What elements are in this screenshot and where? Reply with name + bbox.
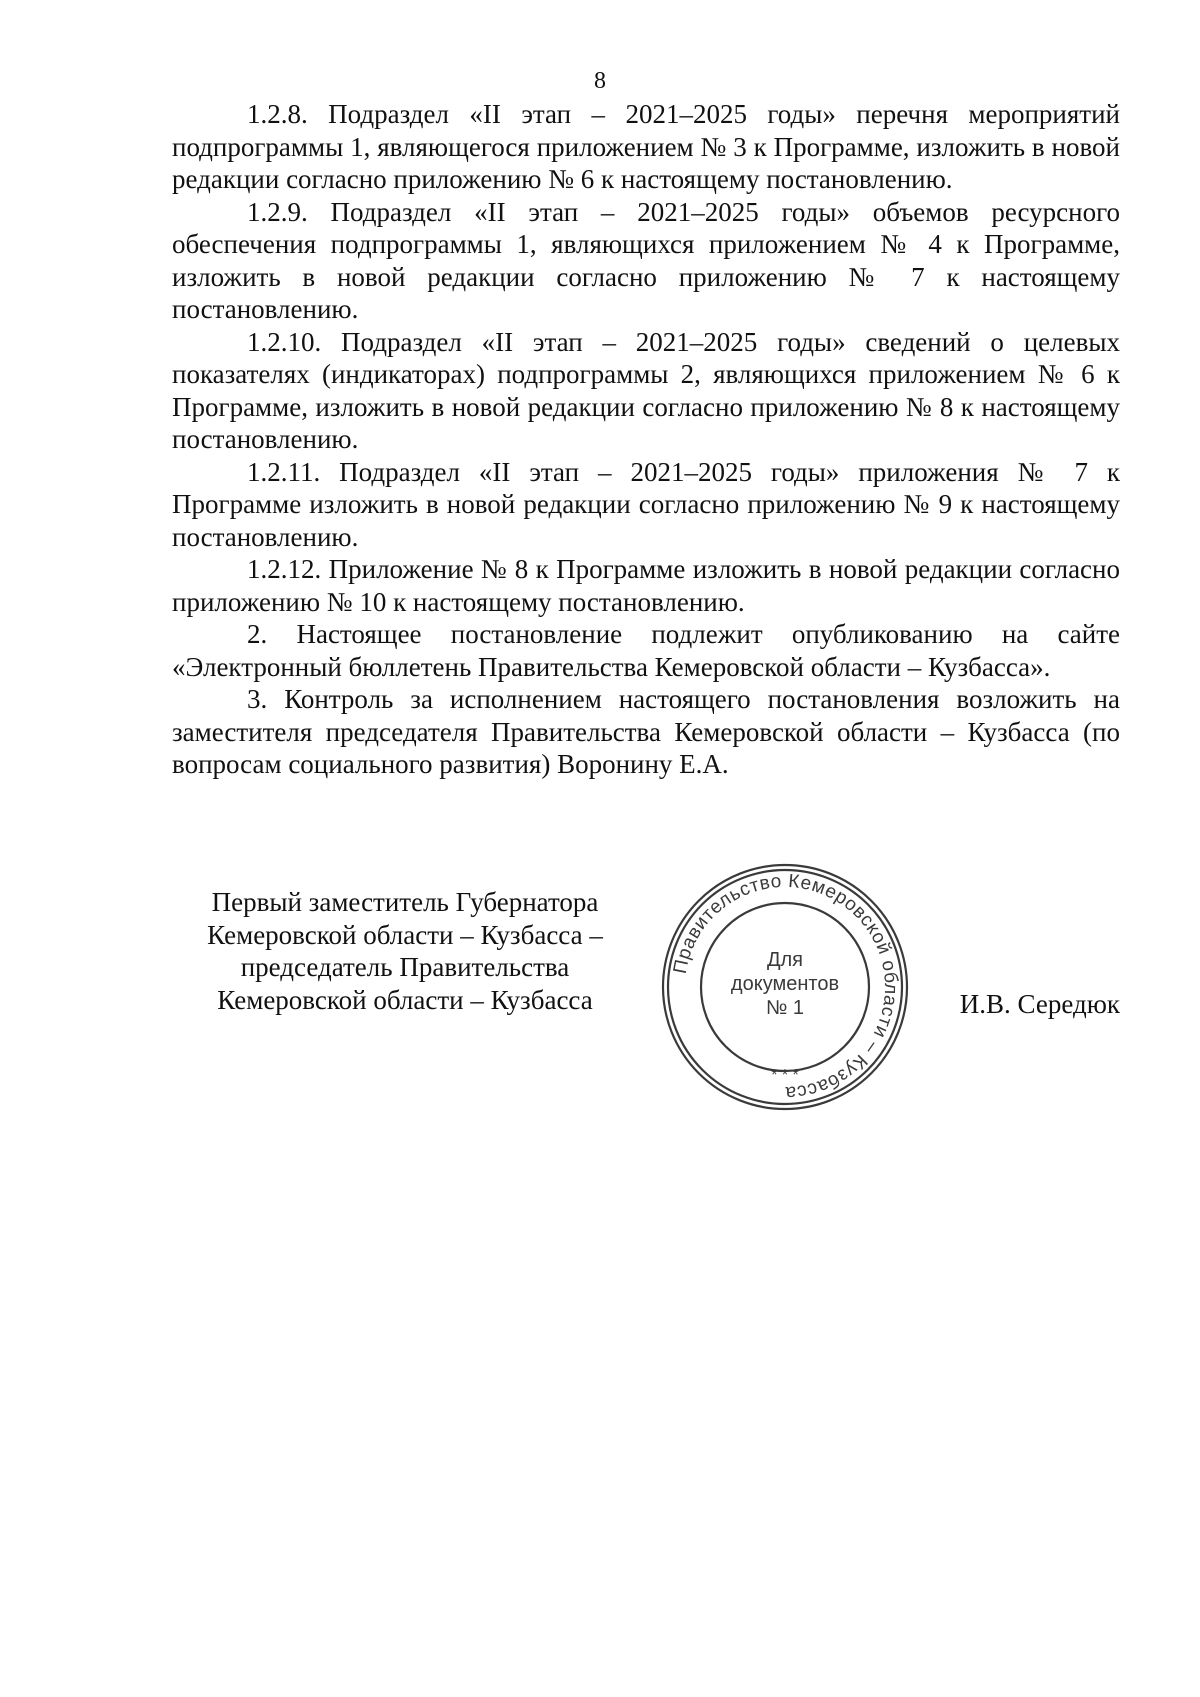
seal-graphic: [658, 860, 912, 1114]
official-seal: [658, 860, 912, 1114]
signer-name: И.В. Середюк: [959, 989, 1120, 1019]
seal-center-line: документов: [730, 973, 840, 995]
signer-title-line: Кемеровской области – Кузбасса –: [207, 919, 603, 950]
paragraph-1-2-9: 1.2.9. Подраздел «II этап – 2021–2025 годы» объемов ресурсного обеспечения подпрограммы 1, являющихся приложением № 4 к Программе, изложить в новой редакции согласно приложению № 7 к настоящему постановлению.: [172, 196, 1120, 324]
seal-ring-text: Правительство Кемеровской области – Кузбасса: [669, 870, 902, 1104]
paragraph-2-publication: 2. Настоящее постановление подлежит опубликованию на сайте «Электронный бюллетень Правительства Кемеровской области – Кузбасса».: [172, 619, 1120, 682]
signer-title-line: Кемеровской области – Кузбасса: [217, 984, 593, 1015]
paragraph-1-2-11: 1.2.11. Подраздел «II этап – 2021–2025 годы» приложения № 7 к Программе изложить в новой редакции согласно приложению № 9 к настоящему постановлению.: [172, 456, 1120, 552]
page-number: 8: [594, 68, 606, 94]
signer-title-line: председатель Правительства: [240, 952, 570, 982]
signer-title: [170, 886, 640, 1016]
seal-stars: * * *: [771, 1067, 799, 1084]
paragraph-1-2-10: 1.2.10. Подраздел «II этап – 2021–2025 годы» сведений о целевых показателях (индикаторах) подпрограммы 2, являющихся приложением № 6 к Программе, изложить в новой редакции согласно приложению № 8 к настоящему постановлению.: [172, 326, 1120, 454]
signer-title-line: Первый заместитель Губернатора: [211, 887, 599, 917]
paragraph-3-control: 3. Контроль за исполнением настоящего постановления возложить на заместителя председателя Правительства Кемеровской области – Кузбасса (по вопросам социального развития) Воронину Е.А.: [172, 684, 1120, 779]
document-body: [172, 98, 1120, 781]
paragraph-1-2-12: 1.2.12. Приложение № 8 к Программе изложить в новой редакции согласно приложению № 10 к настоящему постановлению.: [172, 554, 1120, 617]
paragraph-1-2-8: 1.2.8. Подраздел «II этап – 2021–2025 годы» перечня мероприятий подпрограммы 1, являющегося приложением № 3 к Программе, изложить в новой редакции согласно приложению № 6 к настоящему постановлению.: [172, 99, 1120, 194]
seal-center-line: Для: [766, 949, 804, 971]
seal-center-line: № 1: [765, 997, 805, 1019]
